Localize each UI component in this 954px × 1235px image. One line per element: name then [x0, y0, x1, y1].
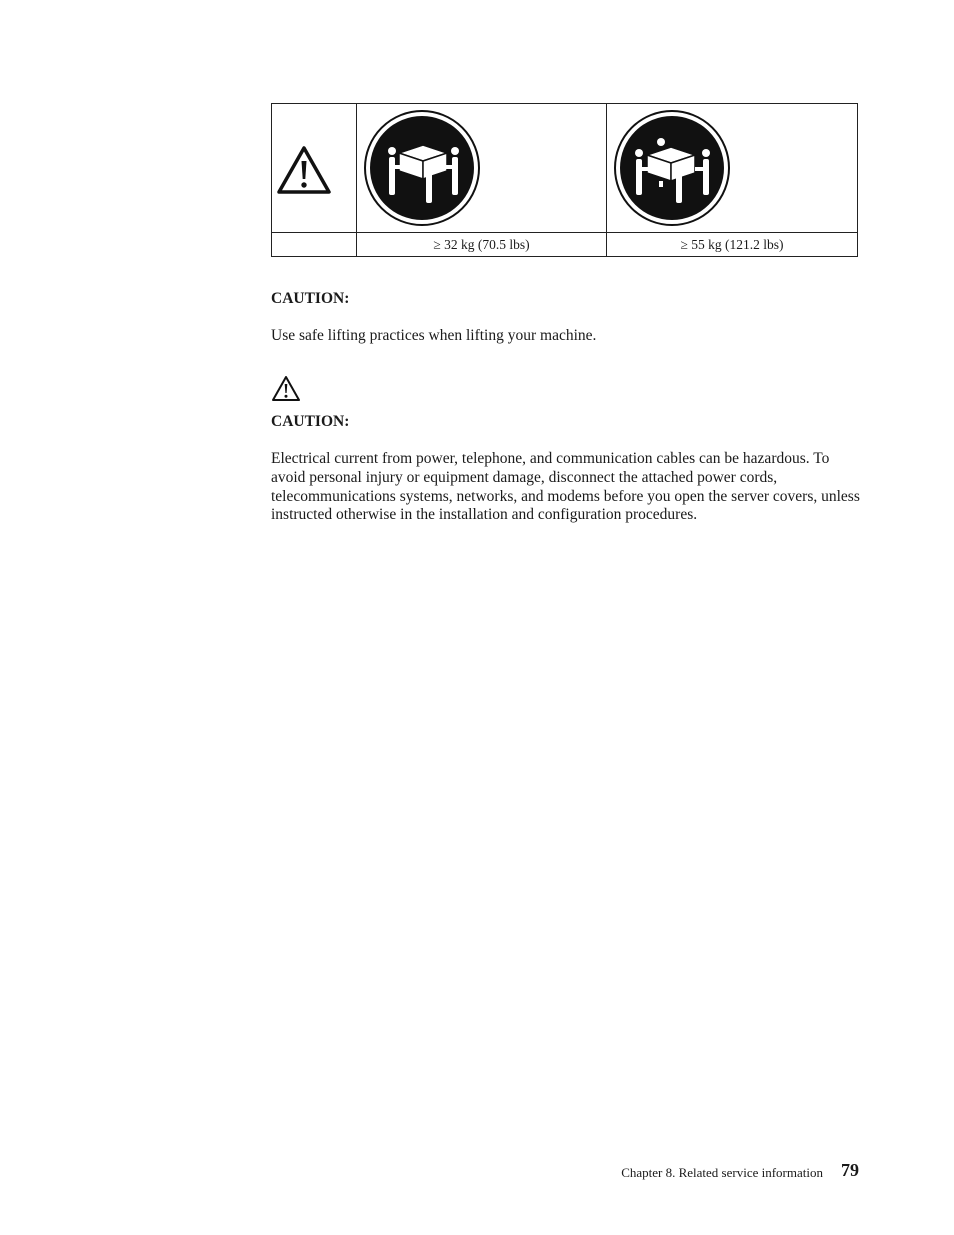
caution-heading-lifting: CAUTION:: [271, 290, 350, 307]
empty-label-cell: [272, 233, 357, 257]
three-person-weight-label: ≥ 55 kg (121.2 lbs): [607, 233, 858, 257]
three-person-lift-cell: [607, 104, 858, 233]
footer-chapter-title: Chapter 8. Related service information: [621, 1165, 823, 1180]
two-person-lift-cell: [357, 104, 607, 233]
lift-weight-table: [271, 103, 858, 257]
two-person-weight-label: ≥ 32 kg (70.5 lbs): [357, 233, 607, 257]
caution-text-lifting: Use safe lifting practices when lifting your machine.: [271, 327, 597, 344]
caution-text-electrical: Electrical current from power, telephone, and communication cables can be hazardous. To avoid personal injury or equipment damage, disconnect the attached power cords, telecommunications systems, networks, and modems before you open the server covers, unless instructed otherwise in the installation and configuration procedures.: [271, 450, 860, 524]
two-person-lift-icon: [363, 109, 481, 227]
three-person-lift-icon: [613, 109, 731, 227]
warning-triangle-icon: [276, 145, 332, 195]
warning-cell: [272, 104, 357, 233]
warning-triangle-icon: [271, 375, 301, 402]
caution-heading-electrical: CAUTION:: [271, 413, 350, 430]
page-number: 79: [841, 1160, 859, 1180]
